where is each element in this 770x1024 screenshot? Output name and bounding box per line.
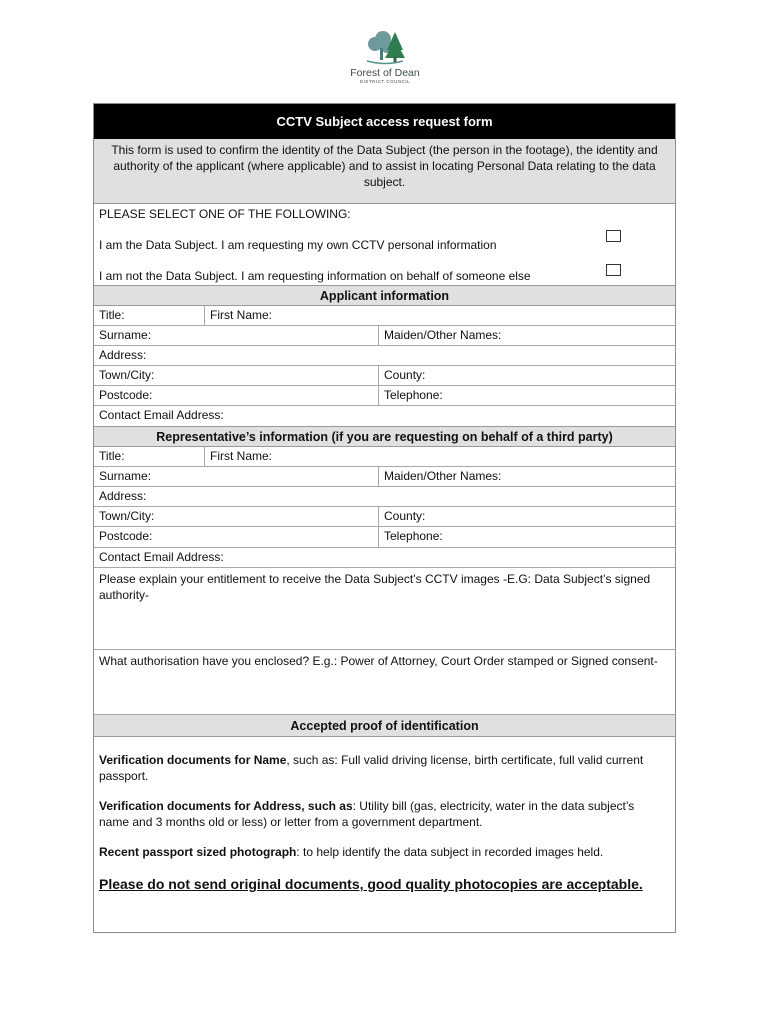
applicant-row-email xyxy=(94,406,675,426)
option-other-label: I am not the Data Subject. I am requesting information on behalf of someone else xyxy=(99,269,531,283)
representative-heading: Representative’s information (if you are requesting on behalf of a third party) xyxy=(94,426,675,447)
rep-row-email xyxy=(94,548,675,568)
rep-first-name-field[interactable]: First Name: xyxy=(204,447,675,466)
rep-email-field[interactable]: Contact Email Address: xyxy=(99,550,224,564)
rep-telephone-field[interactable]: Telephone: xyxy=(378,527,675,547)
proof-photo-label: Recent passport sized photograph xyxy=(99,845,297,859)
applicant-email-field[interactable]: Contact Email Address: xyxy=(99,408,224,422)
rep-row-postcode xyxy=(94,527,675,548)
rep-row-title xyxy=(94,447,675,467)
proof-photo-paragraph xyxy=(99,830,663,860)
rep-title-field[interactable]: Title: xyxy=(99,449,125,463)
applicant-title-field[interactable]: Title: xyxy=(99,308,125,322)
original-documents-warning: Please do not send original documents, good quality photocopies are acceptable. xyxy=(99,876,643,892)
entitlement-field[interactable]: Please explain your entitlement to receive the Data Subject’s CCTV images -E.G: Data Subject’s signed authority- xyxy=(94,568,675,650)
applicant-row-address xyxy=(94,346,675,366)
rep-address-field[interactable]: Address: xyxy=(99,489,147,503)
logo-name: Forest of Dean xyxy=(350,67,420,79)
option-other-checkbox[interactable] xyxy=(606,264,621,276)
cctv-form xyxy=(93,103,676,933)
rep-row-surname xyxy=(94,467,675,487)
proof-name-label: Verification documents for Name xyxy=(99,753,287,767)
proof-photo-text: : to help identify the data subject in recorded images held. xyxy=(296,845,604,859)
option-self-checkbox[interactable] xyxy=(606,230,621,242)
applicant-address-field[interactable]: Address: xyxy=(99,348,147,362)
applicant-surname-field[interactable]: Surname: xyxy=(99,328,152,342)
council-logo xyxy=(345,30,425,94)
applicant-first-name-field[interactable]: First Name: xyxy=(204,306,675,325)
proof-name-paragraph xyxy=(99,737,663,784)
applicant-row-surname xyxy=(94,326,675,346)
rep-surname-field[interactable]: Surname: xyxy=(99,469,152,483)
applicant-maiden-field[interactable]: Maiden/Other Names: xyxy=(378,326,675,345)
logo-subtitle: DISTRICT COUNCIL xyxy=(359,79,411,84)
proof-address-text: : Utility bill (gas, electricity, water in the data subject’s name and 3 months old or less) or letter from a government department. xyxy=(99,799,635,829)
proof-name-text: , such as: Full valid driving license, birth certificate, full valid current passport. xyxy=(99,753,644,783)
form-title: CCTV Subject access request form xyxy=(94,104,675,139)
applicant-row-town xyxy=(94,366,675,386)
applicant-town-field[interactable]: Town/City: xyxy=(99,368,155,382)
applicant-row-postcode xyxy=(94,386,675,406)
authorisation-field[interactable]: What authorisation have you enclosed? E.g.: Power of Attorney, Court Order stamped or Signed consent- xyxy=(94,650,675,715)
proof-address-label: Verification documents for Address, such as xyxy=(99,799,353,813)
applicant-county-field[interactable]: County: xyxy=(378,366,675,385)
rep-postcode-field[interactable]: Postcode: xyxy=(99,529,153,543)
applicant-telephone-field[interactable]: Telephone: xyxy=(378,386,675,405)
proof-address-paragraph xyxy=(99,784,663,830)
rep-maiden-field[interactable]: Maiden/Other Names: xyxy=(378,467,675,486)
proof-heading: Accepted proof of identification xyxy=(94,715,675,737)
subject-selection xyxy=(94,204,675,285)
applicant-heading: Applicant information xyxy=(94,285,675,306)
applicant-postcode-field[interactable]: Postcode: xyxy=(99,388,153,402)
option-self-label: I am the Data Subject. I am requesting my own CCTV personal information xyxy=(99,238,497,252)
rep-row-address xyxy=(94,487,675,507)
rep-row-town xyxy=(94,507,675,527)
rep-town-field[interactable]: Town/City: xyxy=(99,509,155,523)
tree-logo-icon xyxy=(361,30,409,66)
rep-county-field[interactable]: County: xyxy=(378,507,675,526)
applicant-row-title xyxy=(94,306,675,326)
select-heading: PLEASE SELECT ONE OF THE FOLLOWING: xyxy=(99,207,351,221)
proof-section xyxy=(94,737,675,932)
form-intro: This form is used to confirm the identity of the Data Subject (the person in the footage), the identity and authority of the applicant (where applicable) and to assist in locating Personal Data relating to the data subject. xyxy=(94,139,675,204)
